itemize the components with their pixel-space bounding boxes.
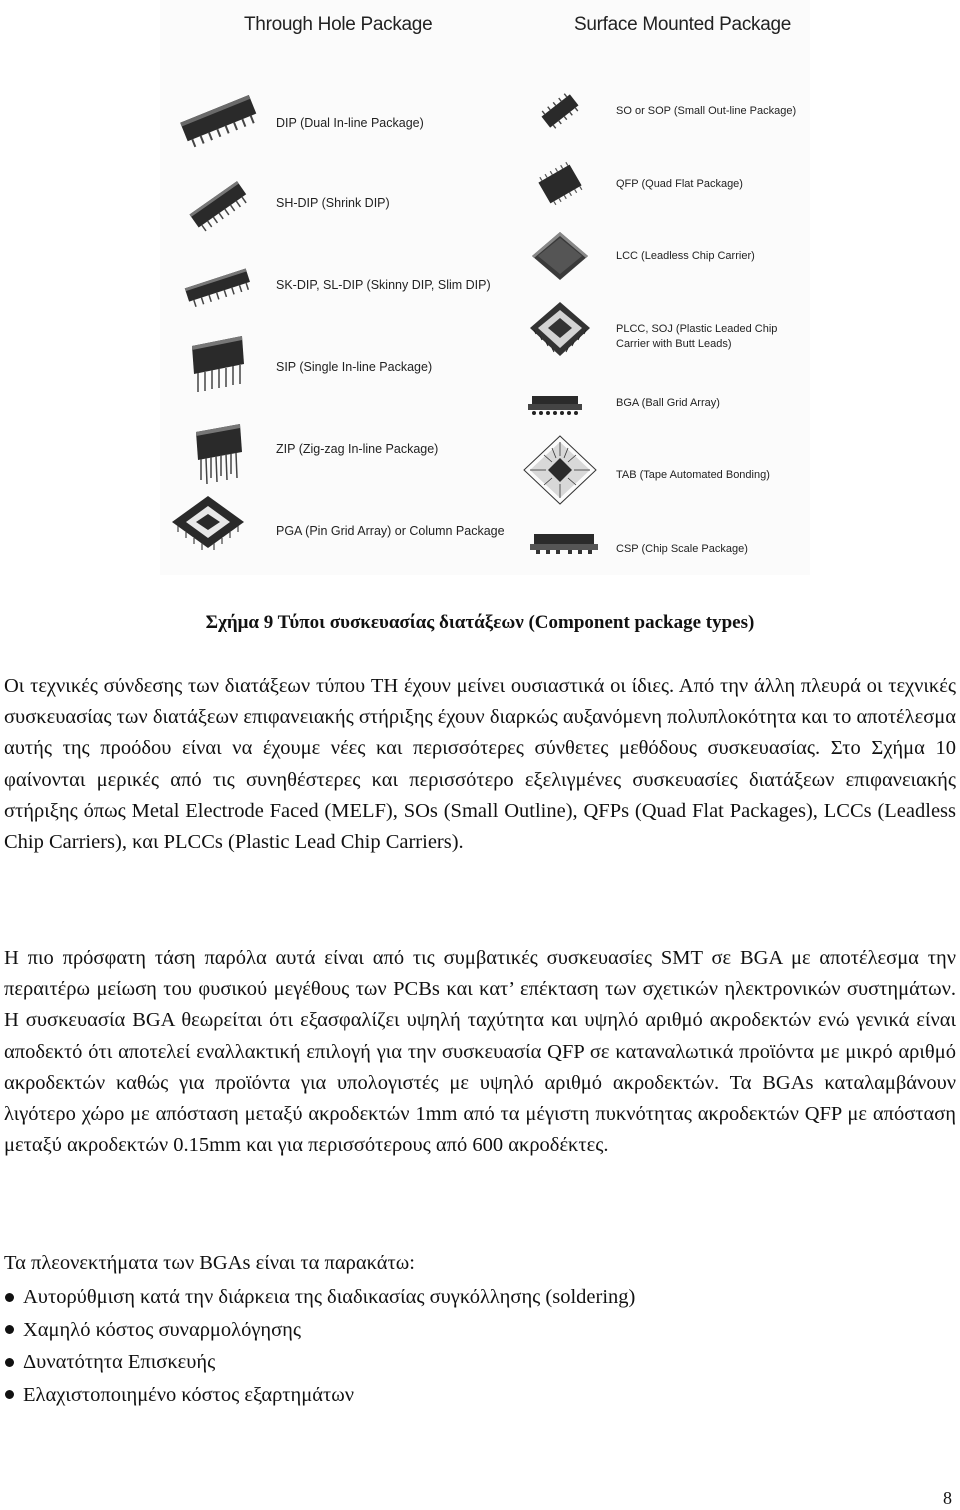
- lcc-package-icon: [528, 228, 592, 286]
- paragraph-2: Η πιο πρόσφατη τάση παρόλα αυτά είναι από τις συμβατικές συσκευασίες SMT σε BGA με αποτέλεσμα την περαιτέρω μείωση του φυσικού μεγέθους των PCBs και κατ’ επέκταση των σχετικών ηλεκτρονικών συστημάτων. Η συσκευασία BGA θεωρείται ότι εξασφαλίζει υψηλή ταχύτητα και υψηλό αριθμό ακροδεκτών ενώ γενικά είναι αποδεκτό ότι αποτελεί εναλλακτική επιλογή για την συσκευασία QFP σε καταναλωτικά προϊόντα με μικρό αριθμό ακροδεκτών καθώς για προϊόντα για υπολογιστές με υψηλό αριθμό ακροδεκτών. Τα BGAs καταλαμβάνουν λιγότερο χώρο με απόσταση μεταξύ ακροδεκτών 1mm από τα μέγιστη πυκνότητας ακροδεκτών QFP με απόσταση μεταξύ ακροδεκτών 0.15mm και για περισσότερους από 600 ακροδέκτες.: [4, 947, 956, 1157]
- sk-dip-label: SK-DIP, SL-DIP (Skinny DIP, Slim DIP): [276, 278, 491, 292]
- bga-package-icon: [526, 386, 586, 426]
- bga-advantages-list: [4, 1281, 954, 1411]
- page-number: 8: [943, 1488, 952, 1508]
- so-label: SO or SOP (Small Out-line Package): [616, 105, 797, 117]
- so-package-icon: [536, 90, 584, 132]
- list-item-text: Δυνατότητα Επισκευής: [23, 1351, 216, 1373]
- sh-dip-package-icon: [184, 178, 254, 234]
- paragraph-3: Τα πλεονεκτήματα των BGAs είναι τα παρακάτω:: [4, 1252, 415, 1274]
- package-types-figure: [160, 0, 810, 575]
- plcc-label-line1: PLCC, SOJ (Plastic Leaded Chip: [616, 323, 778, 335]
- tab-label: TAB (Tape Automated Bonding): [616, 469, 770, 481]
- csp-label: CSP (Chip Scale Package): [616, 543, 748, 555]
- list-item-text: Αυτορύθμιση κατά την διάρκεια της διαδικασίας συγκόλλησης (soldering): [23, 1286, 636, 1308]
- bullet-icon: [5, 1293, 14, 1302]
- qfp-package-icon: [532, 160, 588, 208]
- plcc-label: [616, 322, 777, 352]
- lcc-label: LCC (Leadless Chip Carrier): [616, 250, 755, 262]
- surface-mount-heading: Surface Mounted Package: [574, 14, 792, 35]
- sip-label: SIP (Single In-line Package): [276, 360, 433, 374]
- pga-label: PGA (Pin Grid Array) or Column Package: [276, 524, 505, 538]
- bullet-icon: [5, 1325, 14, 1334]
- zip-package-icon: [190, 418, 250, 490]
- csp-package-icon: [526, 522, 602, 562]
- list-item: [4, 1379, 954, 1412]
- sh-dip-label: SH-DIP (Shrink DIP): [276, 196, 390, 210]
- dip-package-icon: [174, 92, 264, 148]
- sip-package-icon: [186, 330, 252, 400]
- figure-caption: Σχήμα 9 Τύποι συσκευασίας διατάξεων (Component package types): [205, 612, 755, 633]
- tab-package-icon: [522, 434, 598, 506]
- bullet-icon: [5, 1358, 14, 1367]
- sk-dip-package-icon: [180, 262, 256, 312]
- through-hole-heading: Through Hole Package: [244, 14, 433, 35]
- bga-label: BGA (Ball Grid Array): [616, 397, 720, 409]
- qfp-label: QFP (Quad Flat Package): [616, 178, 743, 190]
- list-item-text: Ελαχιστοποιημένο κόστος εξαρτημάτων: [23, 1383, 354, 1406]
- paragraph-1: Οι τεχνικές σύνδεσης των διατάξεων τύπου TH έχουν μείνει ουσιαστικά οι ίδιες. Από την άλλη πλευρά οι τεχνικές συσκευασίας των διατάξεων επιφανειακής στήριξης έχουν διαρκώς αυξανόμενη πολυπλοκότητα και το αποτέλεσμα αυτής της προόδου είναι να έχουμε νέες και περισσότερες σύνθετες μεθόδους συσκευασίας. Στο Σχήμα 10 φαίνονται μερικές από τις συνηθέστερες και περισσότερο εξελιγμένες συσκευασίες διατάξεων επιφανειακής στήριξης όπως Metal Electrode Faced (MELF), SOs (Small Outline), QFPs (Quad Flat Packages), LCCs (Leadless Chip Carriers), και PLCCs (Plastic Lead Chip Carriers).: [4, 675, 956, 854]
- list-item: [4, 1281, 954, 1314]
- zip-label: ZIP (Zig-zag In-line Package): [276, 442, 439, 456]
- plcc-label-line2: Carrier with Butt Leads): [616, 338, 732, 350]
- list-item-text: Χαμηλό κόστος συναρμολόγησης: [23, 1318, 302, 1341]
- dip-label: DIP (Dual In-line Package): [276, 116, 424, 130]
- plcc-package-icon: [526, 298, 594, 362]
- bullet-icon: [5, 1390, 14, 1399]
- pga-package-icon: [168, 492, 248, 562]
- list-item: [4, 1314, 954, 1347]
- list-item: [4, 1346, 954, 1379]
